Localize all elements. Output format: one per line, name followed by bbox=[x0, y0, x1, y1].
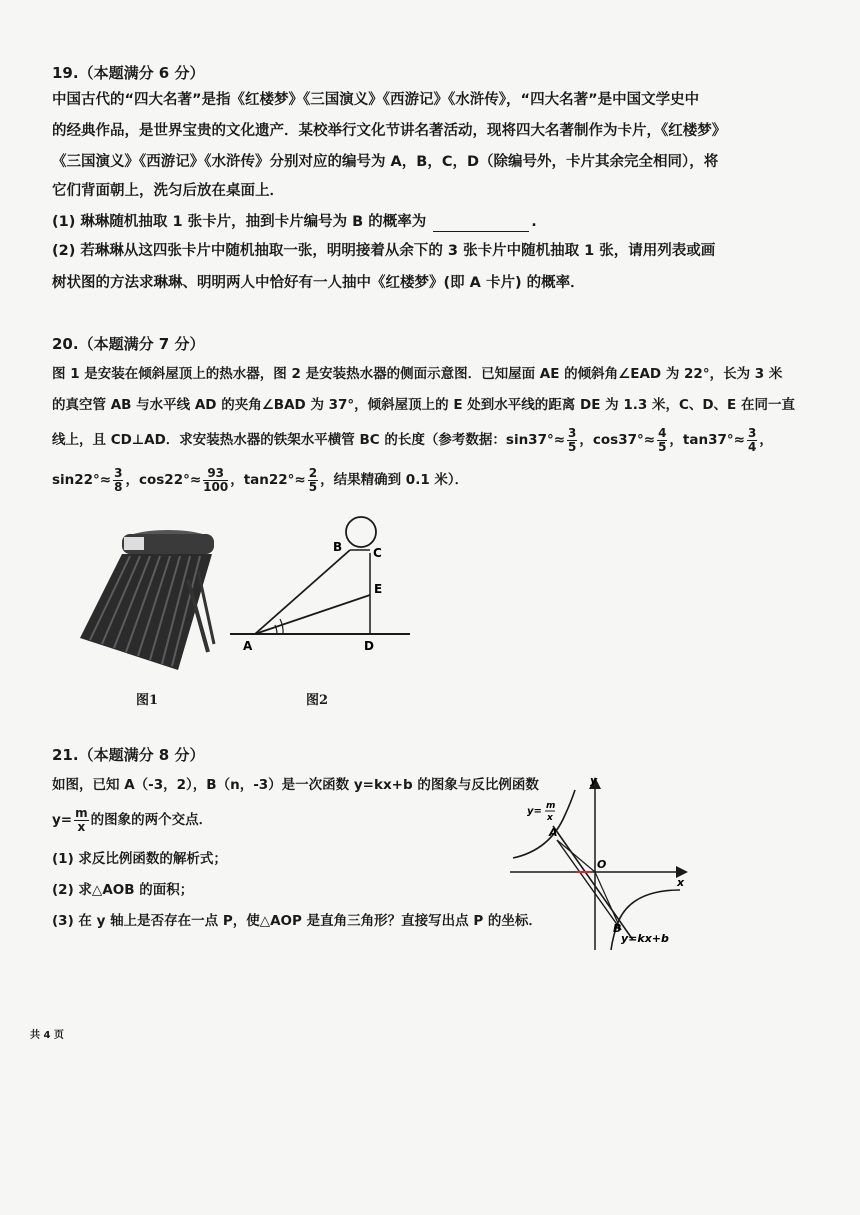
q20-line-4-text-c: ，tan22°≈ bbox=[230, 472, 306, 488]
q20-line-2: 的真空管 AB 与水平线 AD 的夹角∠BAD 为 37°，倾斜屋顶上的 E 处到水平线的距离 DE 为 1.3 米，C、D、E 在同一直 bbox=[52, 397, 795, 413]
q20-line-3-text-d: ， bbox=[759, 432, 773, 448]
fraction-tan37 bbox=[747, 427, 757, 454]
q21-line-2-text-a: y= bbox=[52, 812, 73, 828]
label-a: A bbox=[243, 639, 253, 653]
q19-s1-end: . bbox=[531, 214, 537, 230]
fraction-denominator: 4 bbox=[747, 439, 757, 454]
hyperbola-label-denominator: x bbox=[547, 813, 553, 823]
q20-line-3-text-b: ，cos37°≈ bbox=[579, 432, 656, 448]
figure-2-diagram bbox=[225, 515, 420, 655]
fraction-denominator: 8 bbox=[114, 479, 123, 494]
q20-line-1: 图 1 是安装在倾斜屋顶上的热水器，图 2 是安装热水器的侧面示意图．已知屋面 AE 的倾斜角∠EAD 为 22°，长为 3 米 bbox=[52, 366, 783, 382]
label-e: E bbox=[374, 582, 383, 596]
q19-title: 19.（本题满分 6 分） bbox=[52, 64, 205, 82]
label-c: C bbox=[373, 546, 382, 560]
figure-1-caption: 图1 bbox=[136, 693, 159, 708]
q21-subquestion-3: (3) 在 y 轴上是否存在一点 P，使△AOP 是直角三角形？直接写出点 P 的坐标． bbox=[52, 913, 542, 929]
q20-line-3-text-c: ，tan37°≈ bbox=[669, 432, 745, 448]
q19-subquestion-2-line-1: (2) 若琳琳从这四张卡片中随机抽取一张，明明接着从余下的 3 张卡片中随机抽取 1 张，请用列表或画 bbox=[52, 243, 716, 259]
fraction-sin22 bbox=[113, 467, 123, 494]
solar-water-heater-figure bbox=[78, 520, 218, 670]
q20-line-4-text-b: ，cos22°≈ bbox=[125, 472, 202, 488]
fraction-tan22 bbox=[308, 467, 318, 494]
fraction-numerator: 93 bbox=[203, 467, 228, 481]
q20-line-3 bbox=[52, 423, 773, 457]
q19-paragraph-line-4: 它们背面朝上，洗匀后放在桌面上． bbox=[52, 183, 284, 199]
y-axis-label: y bbox=[590, 774, 598, 787]
hyperbola-label-numerator: m bbox=[546, 801, 556, 811]
label-b: B bbox=[333, 540, 343, 554]
q19-subquestion-1 bbox=[52, 212, 537, 232]
q21-function-graph bbox=[505, 770, 695, 955]
q21-title: 21.（本题满分 8 分） bbox=[52, 746, 205, 764]
q21-line-2-text-b: 的图象的两个交点． bbox=[90, 812, 213, 828]
q19-paragraph-line-1: 中国古代的“四大名著”是指《红楼梦》《三国演义》《西游记》《水浒传》，“四大名著”是中国文学史中 bbox=[52, 92, 700, 108]
line-equation-label: y=kx+b bbox=[621, 932, 669, 945]
q20-line-4-text-a: sin22°≈ bbox=[52, 472, 112, 488]
answer-blank[interactable] bbox=[433, 217, 529, 232]
q20-line-3-text-a: 线上，且 CD⊥AD．求安装热水器的铁架水平横管 BC 的长度（参考数据：sin37°≈ bbox=[52, 432, 566, 448]
origin-label: O bbox=[597, 858, 607, 871]
q21-subquestion-1: (1) 求反比例函数的解析式； bbox=[52, 851, 227, 867]
q19-paragraph-line-3: 《三国演义》《西游记》《水浒传》分别对应的编号为 A，B，C，D（除编号外，卡片其余完全相同），将 bbox=[52, 154, 719, 170]
page-count-footer: 共 4 页 bbox=[30, 1030, 64, 1041]
hyperbola-label-prefix: y= bbox=[527, 806, 542, 817]
fraction-numerator: 2 bbox=[308, 465, 318, 480]
label-d: D bbox=[364, 639, 374, 653]
fraction-numerator: 3 bbox=[568, 425, 577, 440]
fraction-denominator: 5 bbox=[568, 439, 577, 454]
fraction-numerator: 3 bbox=[114, 465, 123, 480]
fraction-sin37 bbox=[567, 427, 577, 454]
fraction-cos37 bbox=[657, 427, 667, 454]
fraction-denominator: 5 bbox=[308, 479, 318, 494]
q19-s1-text: (1) 琳琳随机抽取 1 张卡片，抽到卡片编号为 B 的概率为 bbox=[52, 214, 427, 230]
fraction-numerator: 3 bbox=[747, 425, 757, 440]
figure-2-caption: 图2 bbox=[306, 693, 329, 708]
fraction-cos22 bbox=[203, 467, 228, 494]
point-a-label: A bbox=[549, 826, 558, 839]
fraction-denominator: 5 bbox=[658, 439, 667, 454]
q20-line-4 bbox=[52, 463, 468, 497]
q20-line-4-text-d: ，结果精确到 0.1 米）． bbox=[320, 472, 469, 488]
q21-subquestion-2: (2) 求△AOB 的面积； bbox=[52, 882, 194, 898]
fraction-denominator: x bbox=[77, 819, 86, 834]
q20-title: 20.（本题满分 7 分） bbox=[52, 335, 205, 353]
q19-paragraph-line-2: 的经典作品，是世界宝贵的文化遗产．某校举行文化节讲名著活动，现将四大名著制作为卡片，《红楼梦》 bbox=[52, 123, 727, 139]
q19-subquestion-2-line-2: 树状图的方法求琳琳、明明两人中恰好有一人抽中《红楼梦》(即 A 卡片) 的概率． bbox=[52, 275, 585, 291]
q21-line-1: 如图，已知 A（-3，2），B（n，-3）是一次函数 y=kx+b 的图象与反比例函数 bbox=[52, 777, 539, 793]
point-b-label: B bbox=[613, 922, 622, 935]
x-axis-label: x bbox=[677, 876, 685, 889]
q21-line-2 bbox=[52, 803, 212, 837]
fraction-numerator: 4 bbox=[658, 425, 667, 440]
fraction-numerator: m bbox=[75, 805, 88, 820]
fraction-denominator: 100 bbox=[203, 479, 229, 494]
fraction-m-over-x bbox=[74, 807, 89, 834]
